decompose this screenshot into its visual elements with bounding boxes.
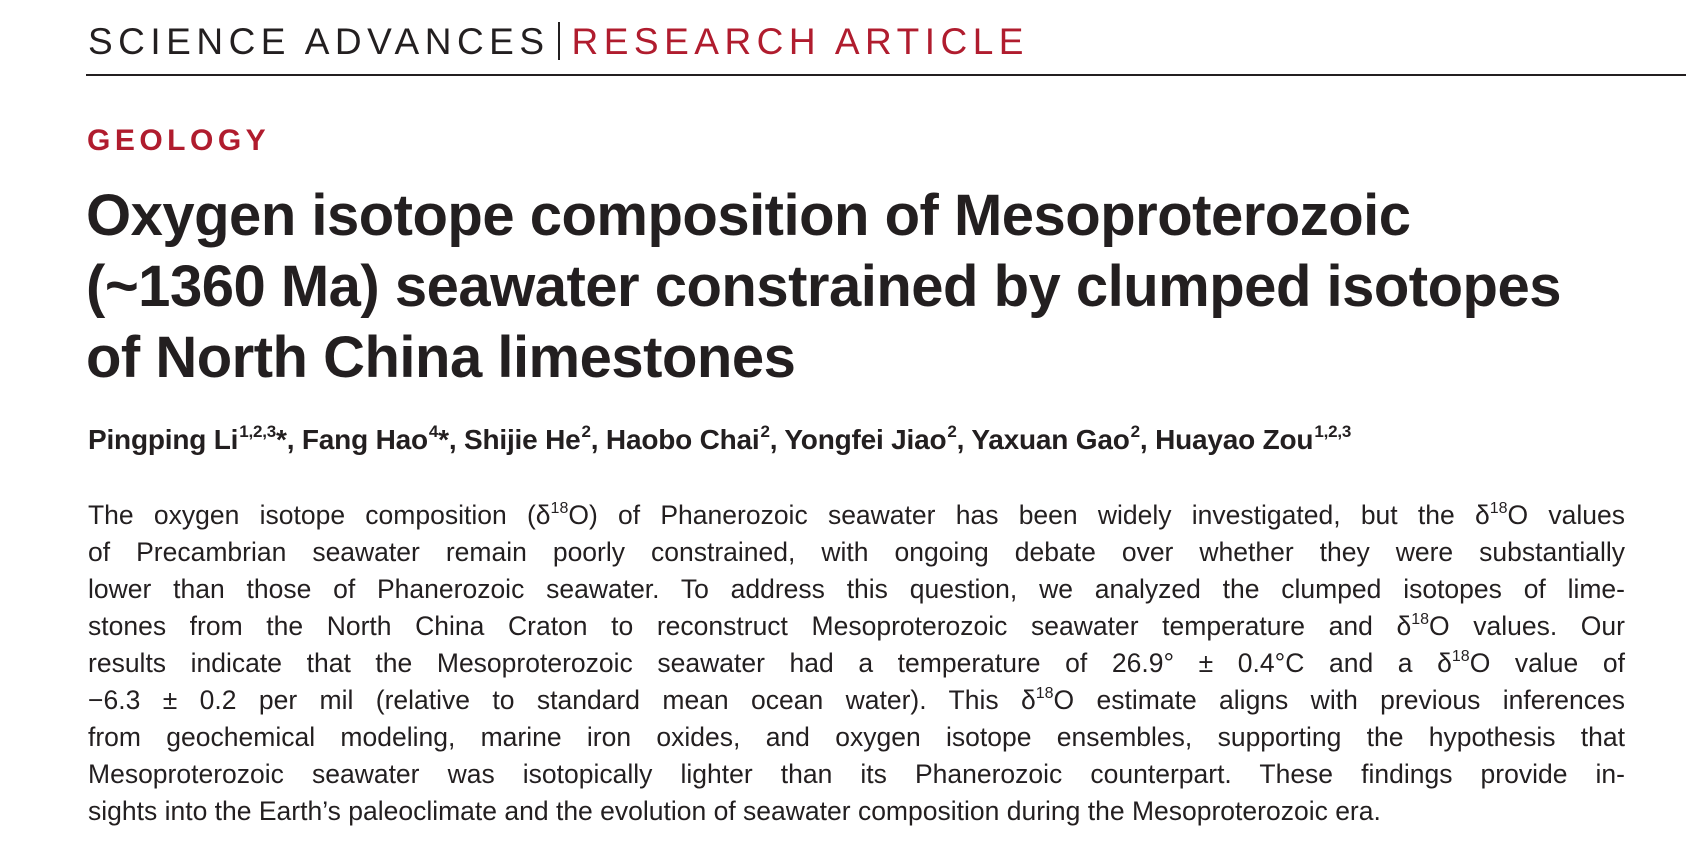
author xyxy=(606,424,784,455)
article-title xyxy=(86,180,1646,393)
author-name: Pingping Li xyxy=(88,424,239,455)
abstract-line xyxy=(88,756,1625,793)
author-affiliation: 2 xyxy=(1130,422,1140,441)
isotope-superscript: 18 xyxy=(550,500,569,517)
author-separator: , xyxy=(1139,424,1156,455)
abstract xyxy=(88,497,1625,830)
abstract-text: sights into the Earth’s paleoclimate and the evolution of seawater composition during the Mesoproterozoic era. xyxy=(88,796,1381,826)
article-type: RESEARCH ARTICLE xyxy=(571,21,1029,62)
abstract-line xyxy=(88,682,1625,719)
masthead-divider xyxy=(558,22,560,60)
abstract-text: stones from the North China Craton to reconstruct Mesoproterozoic seawater temperature and δ xyxy=(88,611,1412,641)
author-list xyxy=(88,420,1351,460)
author-affiliation: 4 xyxy=(428,422,439,441)
author-separator: , xyxy=(956,424,972,455)
abstract-line xyxy=(88,608,1625,645)
isotope-superscript: 18 xyxy=(1035,685,1054,702)
title-line: (~1360 Ma) seawater constrained by clumped isotopes xyxy=(86,254,1561,319)
abstract-text: The oxygen isotope composition (δ xyxy=(88,500,551,530)
author-affiliation: 2 xyxy=(760,422,770,441)
author-affiliation: 1,2,3 xyxy=(1314,422,1352,441)
abstract-text: Mesoproterozoic seawater was isotopically lighter than its Phanerozoic counterpart. These findings provide in- xyxy=(88,759,1625,789)
abstract-line xyxy=(88,534,1625,571)
abstract-text: of Precambrian seawater remain poorly constrained, with ongoing debate over whether they were substantially xyxy=(88,537,1625,567)
author-name: Huayao Zou xyxy=(1155,424,1314,455)
abstract-line xyxy=(88,719,1625,756)
author xyxy=(1155,424,1351,455)
author xyxy=(88,424,302,455)
author xyxy=(784,424,971,455)
corresponding-author-mark: * xyxy=(438,424,449,455)
author-name: Fang Hao xyxy=(301,424,428,455)
abstract-line xyxy=(88,571,1625,608)
author-separator: , xyxy=(448,424,465,455)
author xyxy=(302,424,464,455)
isotope-superscript: 18 xyxy=(1411,611,1430,628)
abstract-line xyxy=(88,793,1625,830)
abstract-line xyxy=(88,645,1625,682)
author-name: Haobo Chai xyxy=(605,424,760,455)
author-name: Yaxuan Gao xyxy=(971,424,1130,455)
abstract-text: O estimate aligns with previous inferences xyxy=(1053,685,1625,715)
abstract-text: results indicate that the Mesoproterozoic seawater had a temperature of 26.9° ± 0.4°C and a δ xyxy=(88,648,1452,678)
abstract-text: O value of xyxy=(1469,648,1625,678)
author-affiliation: 2 xyxy=(581,422,591,441)
author-separator: , xyxy=(286,424,302,455)
author-affiliation: 2 xyxy=(947,422,957,441)
author-affiliation: 1,2,3 xyxy=(239,422,277,441)
author-name: Shijie He xyxy=(464,424,581,455)
journal-name: SCIENCE ADVANCES xyxy=(88,21,550,62)
masthead xyxy=(88,18,1029,66)
title-line: of North China limestones xyxy=(86,325,796,390)
author xyxy=(464,424,606,455)
abstract-line xyxy=(88,497,1625,534)
isotope-superscript: 18 xyxy=(1489,500,1508,517)
section-label: GEOLOGY xyxy=(87,124,271,157)
abstract-text: O values xyxy=(1507,500,1626,530)
author-separator: , xyxy=(769,424,785,455)
abstract-text: −6.3 ± 0.2 per mil (relative to standard mean ocean water). This δ xyxy=(88,685,1036,715)
abstract-text: O) of Phanerozoic seawater has been widely investigated, but the δ xyxy=(568,500,1490,530)
abstract-text: lower than those of Phanerozoic seawater. To address this question, we analyzed the clumped isotopes of lime- xyxy=(88,574,1625,604)
isotope-superscript: 18 xyxy=(1451,648,1470,665)
abstract-text: from geochemical modeling, marine iron oxides, and oxygen isotope ensembles, supporting the hypothesis that xyxy=(88,722,1625,752)
corresponding-author-mark: * xyxy=(276,424,287,455)
author xyxy=(971,424,1155,455)
title-line: Oxygen isotope composition of Mesoproterozoic xyxy=(86,183,1411,248)
abstract-text: O values. Our xyxy=(1429,611,1625,641)
header-rule xyxy=(86,74,1686,76)
author-separator: , xyxy=(590,424,606,455)
author-name: Yongfei Jiao xyxy=(784,424,947,455)
